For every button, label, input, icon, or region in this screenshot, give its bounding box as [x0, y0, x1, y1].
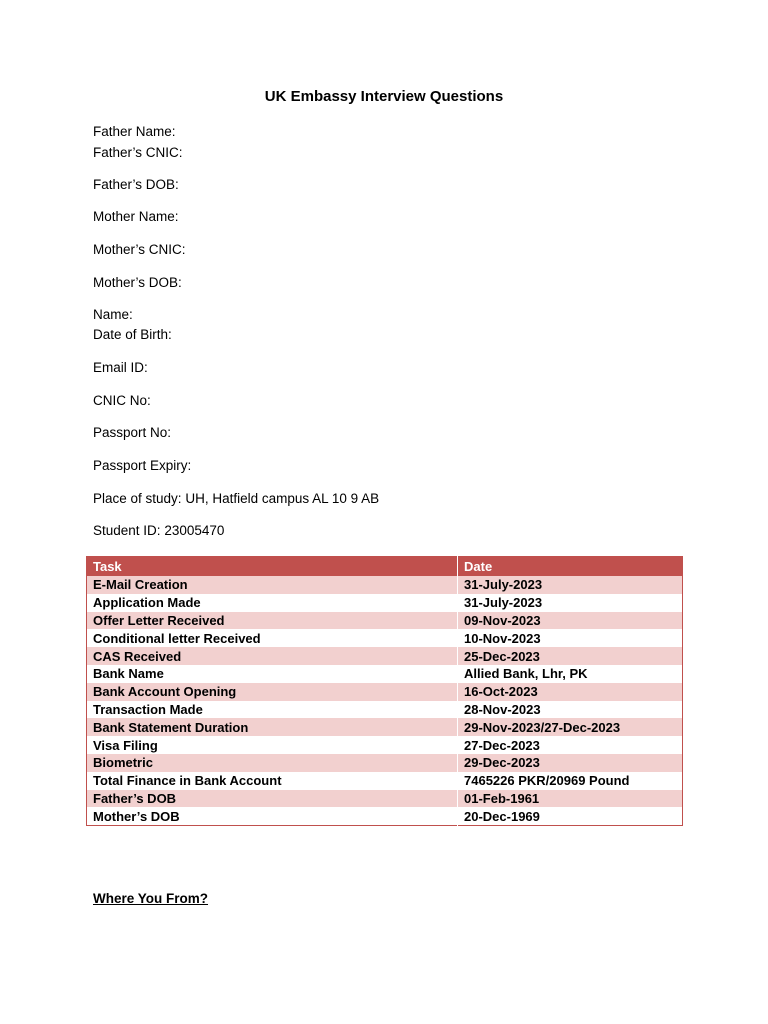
- field-email-id: [93, 360, 148, 375]
- field-mother-name: [93, 209, 179, 224]
- task-cell: Offer Letter Received: [87, 612, 458, 630]
- table-row: [87, 629, 683, 647]
- date-cell: 27-Dec-2023: [458, 736, 683, 754]
- table-row: [87, 576, 683, 594]
- table-row: [87, 665, 683, 683]
- table-row: [87, 683, 683, 701]
- field-student-id: [93, 523, 224, 538]
- table-row: [87, 754, 683, 772]
- field-passport-expiry: [93, 458, 191, 473]
- task-cell: Application Made: [87, 594, 458, 612]
- field-label: Father’s DOB:: [93, 177, 179, 192]
- date-cell: Allied Bank, Lhr, PK: [458, 665, 683, 683]
- task-cell: Transaction Made: [87, 701, 458, 719]
- date-cell: 09-Nov-2023: [458, 612, 683, 630]
- field-cnic-no: [93, 393, 151, 408]
- field-label: Father Name:: [93, 124, 176, 139]
- field-label: Mother Name:: [93, 209, 179, 224]
- field-value: 23005470: [164, 523, 225, 538]
- field-date-of-birth: [93, 327, 172, 342]
- field-father-cnic: [93, 145, 183, 160]
- date-cell: 10-Nov-2023: [458, 629, 683, 647]
- date-cell: 29-Dec-2023: [458, 754, 683, 772]
- table-row: [87, 701, 683, 719]
- field-label: Passport Expiry:: [93, 458, 192, 473]
- table-row: [87, 612, 683, 630]
- table-row: [87, 790, 683, 808]
- task-cell: Bank Name: [87, 665, 458, 683]
- table-header-row: [87, 557, 683, 577]
- field-label: Place of study:: [93, 491, 182, 506]
- date-cell: 31-July-2023: [458, 594, 683, 612]
- field-mother-cnic: [93, 242, 186, 257]
- section-heading: Where You From?: [93, 891, 209, 906]
- field-mother-dob: [93, 275, 182, 290]
- task-cell: Bank Account Opening: [87, 683, 458, 701]
- task-cell: Bank Statement Duration: [87, 718, 458, 736]
- task-cell: CAS Received: [87, 647, 458, 665]
- column-header-task: Task: [87, 557, 458, 577]
- table-row: [87, 594, 683, 612]
- table-row: [87, 772, 683, 790]
- table-row: [87, 647, 683, 665]
- task-cell: E-Mail Creation: [87, 576, 458, 594]
- field-label: Date of Birth:: [93, 327, 172, 342]
- task-date-table: [86, 556, 683, 826]
- task-cell: Visa Filing: [87, 736, 458, 754]
- field-name: [93, 307, 133, 322]
- date-cell: 20-Dec-1969: [458, 807, 683, 825]
- field-passport-no: [93, 425, 171, 440]
- date-cell: 29-Nov-2023/27-Dec-2023: [458, 718, 683, 736]
- field-value: UH, Hatfield campus AL 10 9 AB: [185, 491, 380, 506]
- document-title: UK Embassy Interview Questions: [264, 88, 504, 105]
- field-label: Mother’s CNIC:: [93, 242, 186, 257]
- field-label: Name:: [93, 307, 133, 322]
- field-father-dob: [93, 177, 179, 192]
- table-row: [87, 736, 683, 754]
- task-cell: Conditional letter Received: [87, 629, 458, 647]
- field-label: Email ID:: [93, 360, 148, 375]
- task-cell: Mother’s DOB: [87, 807, 458, 825]
- table-row: [87, 718, 683, 736]
- field-label: Student ID:: [93, 523, 161, 538]
- task-cell: Biometric: [87, 754, 458, 772]
- date-cell: 28-Nov-2023: [458, 701, 683, 719]
- task-cell: Total Finance in Bank Account: [87, 772, 458, 790]
- date-cell: 25-Dec-2023: [458, 647, 683, 665]
- field-father-name: [93, 124, 176, 139]
- column-header-date: Date: [458, 557, 683, 577]
- field-place-of-study: [93, 491, 379, 506]
- date-cell: 31-July-2023: [458, 576, 683, 594]
- table-row: [87, 807, 683, 825]
- field-label: Mother’s DOB:: [93, 275, 182, 290]
- field-label: CNIC No:: [93, 393, 151, 408]
- field-label: Father’s CNIC:: [93, 145, 183, 160]
- date-cell: 7465226 PKR/20969 Pound: [458, 772, 683, 790]
- field-label: Passport No:: [93, 425, 172, 440]
- date-cell: 01-Feb-1961: [458, 790, 683, 808]
- date-cell: 16-Oct-2023: [458, 683, 683, 701]
- task-cell: Father’s DOB: [87, 790, 458, 808]
